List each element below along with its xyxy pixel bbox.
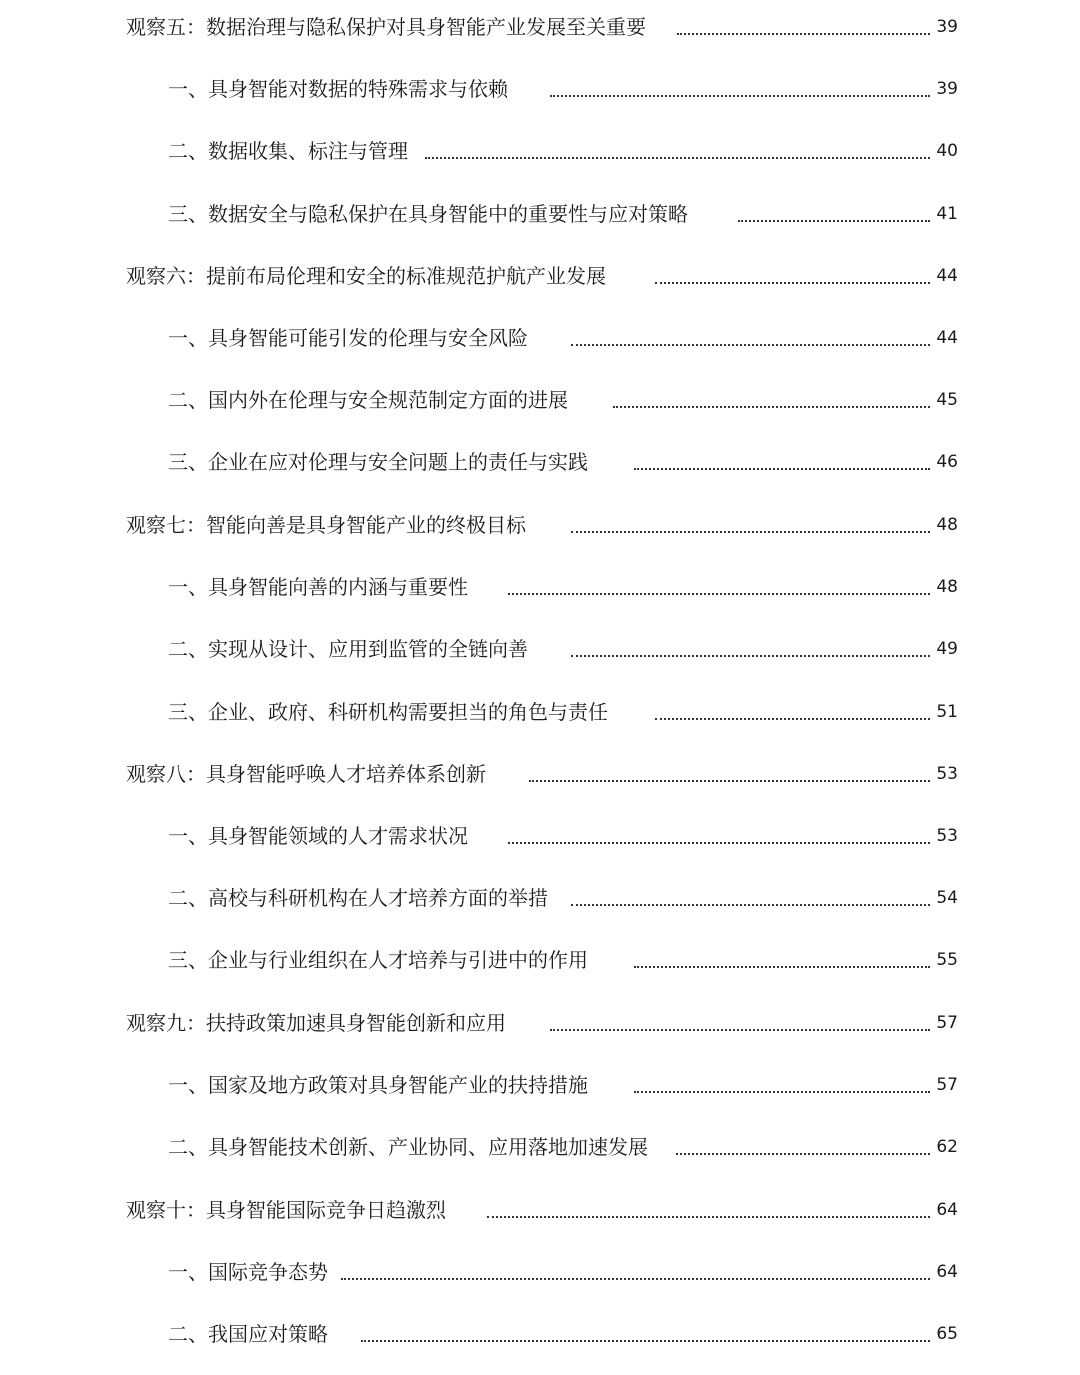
toc-page-number: 46 bbox=[936, 452, 958, 472]
toc-entry-title: 三、企业在应对伦理与安全问题上的责任与实践 bbox=[168, 450, 588, 474]
toc-dot-leader bbox=[550, 1029, 930, 1031]
toc-entry[interactable] bbox=[0, 629, 1080, 669]
toc-page-number: 62 bbox=[936, 1137, 958, 1157]
toc-dot-leader bbox=[571, 344, 930, 346]
toc-dot-leader bbox=[676, 1153, 930, 1155]
toc-page-number: 57 bbox=[936, 1013, 958, 1033]
toc-entry[interactable] bbox=[0, 194, 1080, 234]
toc-page-number: 64 bbox=[936, 1262, 958, 1282]
toc-entry-title: 观察八：具身智能呼唤人才培养体系创新 bbox=[126, 762, 486, 786]
toc-entry[interactable] bbox=[0, 318, 1080, 358]
toc-dot-leader bbox=[571, 904, 930, 906]
toc-page-number: 57 bbox=[936, 1075, 958, 1095]
toc-entry-title: 三、企业与行业组织在人才培养与引进中的作用 bbox=[168, 948, 588, 972]
toc-page-number: 39 bbox=[936, 17, 958, 37]
toc-entry[interactable] bbox=[0, 380, 1080, 420]
toc-page-number: 41 bbox=[936, 204, 958, 224]
toc-dot-leader bbox=[550, 95, 930, 97]
toc-entry[interactable] bbox=[0, 692, 1080, 732]
toc-entry-title: 二、我国应对策略 bbox=[168, 1322, 328, 1346]
toc-entry[interactable] bbox=[0, 1190, 1080, 1230]
toc-entry-title: 二、具身智能技术创新、产业协同、应用落地加速发展 bbox=[168, 1135, 648, 1159]
toc-entry-title: 观察七：智能向善是具身智能产业的终极目标 bbox=[126, 513, 526, 537]
toc-dot-leader bbox=[341, 1278, 930, 1280]
toc-dot-leader bbox=[613, 406, 930, 408]
toc-dot-leader bbox=[487, 1216, 930, 1218]
toc-dot-leader bbox=[361, 1340, 930, 1342]
toc-dot-leader bbox=[655, 718, 930, 720]
toc-entry-title: 二、高校与科研机构在人才培养方面的举措 bbox=[168, 886, 548, 910]
toc-page-number: 53 bbox=[936, 764, 958, 784]
toc-entry[interactable] bbox=[0, 7, 1080, 47]
toc-entry[interactable] bbox=[0, 1127, 1080, 1167]
toc-entry-title: 一、国家及地方政策对具身智能产业的扶持措施 bbox=[168, 1073, 588, 1097]
toc-entry[interactable] bbox=[0, 1314, 1080, 1354]
toc-dot-leader bbox=[634, 966, 930, 968]
toc-page-number: 65 bbox=[936, 1324, 958, 1344]
toc-entry[interactable] bbox=[0, 256, 1080, 296]
toc-entry-title: 一、具身智能领域的人才需求状况 bbox=[168, 824, 468, 848]
toc-entry[interactable] bbox=[0, 505, 1080, 545]
toc-dot-leader bbox=[634, 468, 930, 470]
toc-entry[interactable] bbox=[0, 1003, 1080, 1043]
toc-entry[interactable] bbox=[0, 878, 1080, 918]
toc-entry-title: 二、实现从设计、应用到监管的全链向善 bbox=[168, 637, 528, 661]
toc-entry[interactable] bbox=[0, 442, 1080, 482]
toc-entry-title: 一、具身智能向善的内涵与重要性 bbox=[168, 575, 468, 599]
toc-entry[interactable] bbox=[0, 69, 1080, 109]
toc-entry-title: 观察九：扶持政策加速具身智能创新和应用 bbox=[126, 1011, 506, 1035]
toc-page-number: 44 bbox=[936, 266, 958, 286]
toc-page-number: 48 bbox=[936, 577, 958, 597]
toc-dot-leader bbox=[529, 780, 930, 782]
toc-page-number: 51 bbox=[936, 702, 958, 722]
toc-dot-leader bbox=[677, 33, 930, 35]
toc-entry[interactable] bbox=[0, 754, 1080, 794]
toc-entry-title: 观察十：具身智能国际竞争日趋激烈 bbox=[126, 1198, 446, 1222]
toc-entry-title: 二、国内外在伦理与安全规范制定方面的进展 bbox=[168, 388, 568, 412]
toc-entry-title: 二、数据收集、标注与管理 bbox=[168, 139, 408, 163]
toc-page-number: 40 bbox=[936, 141, 958, 161]
toc-page-number: 44 bbox=[936, 328, 958, 348]
toc-page-number: 45 bbox=[936, 390, 958, 410]
toc-entry[interactable] bbox=[0, 567, 1080, 607]
toc-entry-title: 一、具身智能可能引发的伦理与安全风险 bbox=[168, 326, 528, 350]
toc-entry[interactable] bbox=[0, 940, 1080, 980]
toc-dot-leader bbox=[634, 1091, 930, 1093]
toc-page-number: 64 bbox=[936, 1200, 958, 1220]
toc-entry-title: 一、国际竞争态势 bbox=[168, 1260, 328, 1284]
toc-page-number: 55 bbox=[936, 950, 958, 970]
toc-entry[interactable] bbox=[0, 1252, 1080, 1292]
toc-page-number: 48 bbox=[936, 515, 958, 535]
toc-entry-title: 三、企业、政府、科研机构需要担当的角色与责任 bbox=[168, 700, 608, 724]
toc-entry[interactable] bbox=[0, 131, 1080, 171]
toc-dot-leader bbox=[508, 842, 930, 844]
toc-dot-leader bbox=[655, 282, 930, 284]
toc-dot-leader bbox=[508, 593, 930, 595]
toc-entry[interactable] bbox=[0, 816, 1080, 856]
toc-entry-title: 一、具身智能对数据的特殊需求与依赖 bbox=[168, 77, 508, 101]
toc-entry-title: 观察五：数据治理与隐私保护对具身智能产业发展至关重要 bbox=[126, 15, 646, 39]
toc-dot-leader bbox=[425, 157, 930, 159]
toc-entry-title: 三、数据安全与隐私保护在具身智能中的重要性与应对策略 bbox=[168, 202, 688, 226]
toc-dot-leader bbox=[738, 220, 930, 222]
toc-entry-title: 观察六：提前布局伦理和安全的标准规范护航产业发展 bbox=[126, 264, 606, 288]
toc-entry[interactable] bbox=[0, 1065, 1080, 1105]
toc-dot-leader bbox=[571, 655, 930, 657]
toc-page-number: 49 bbox=[936, 639, 958, 659]
toc-page-number: 54 bbox=[936, 888, 958, 908]
toc-page-number: 39 bbox=[936, 79, 958, 99]
toc-dot-leader bbox=[571, 531, 930, 533]
toc-page-number: 53 bbox=[936, 826, 958, 846]
